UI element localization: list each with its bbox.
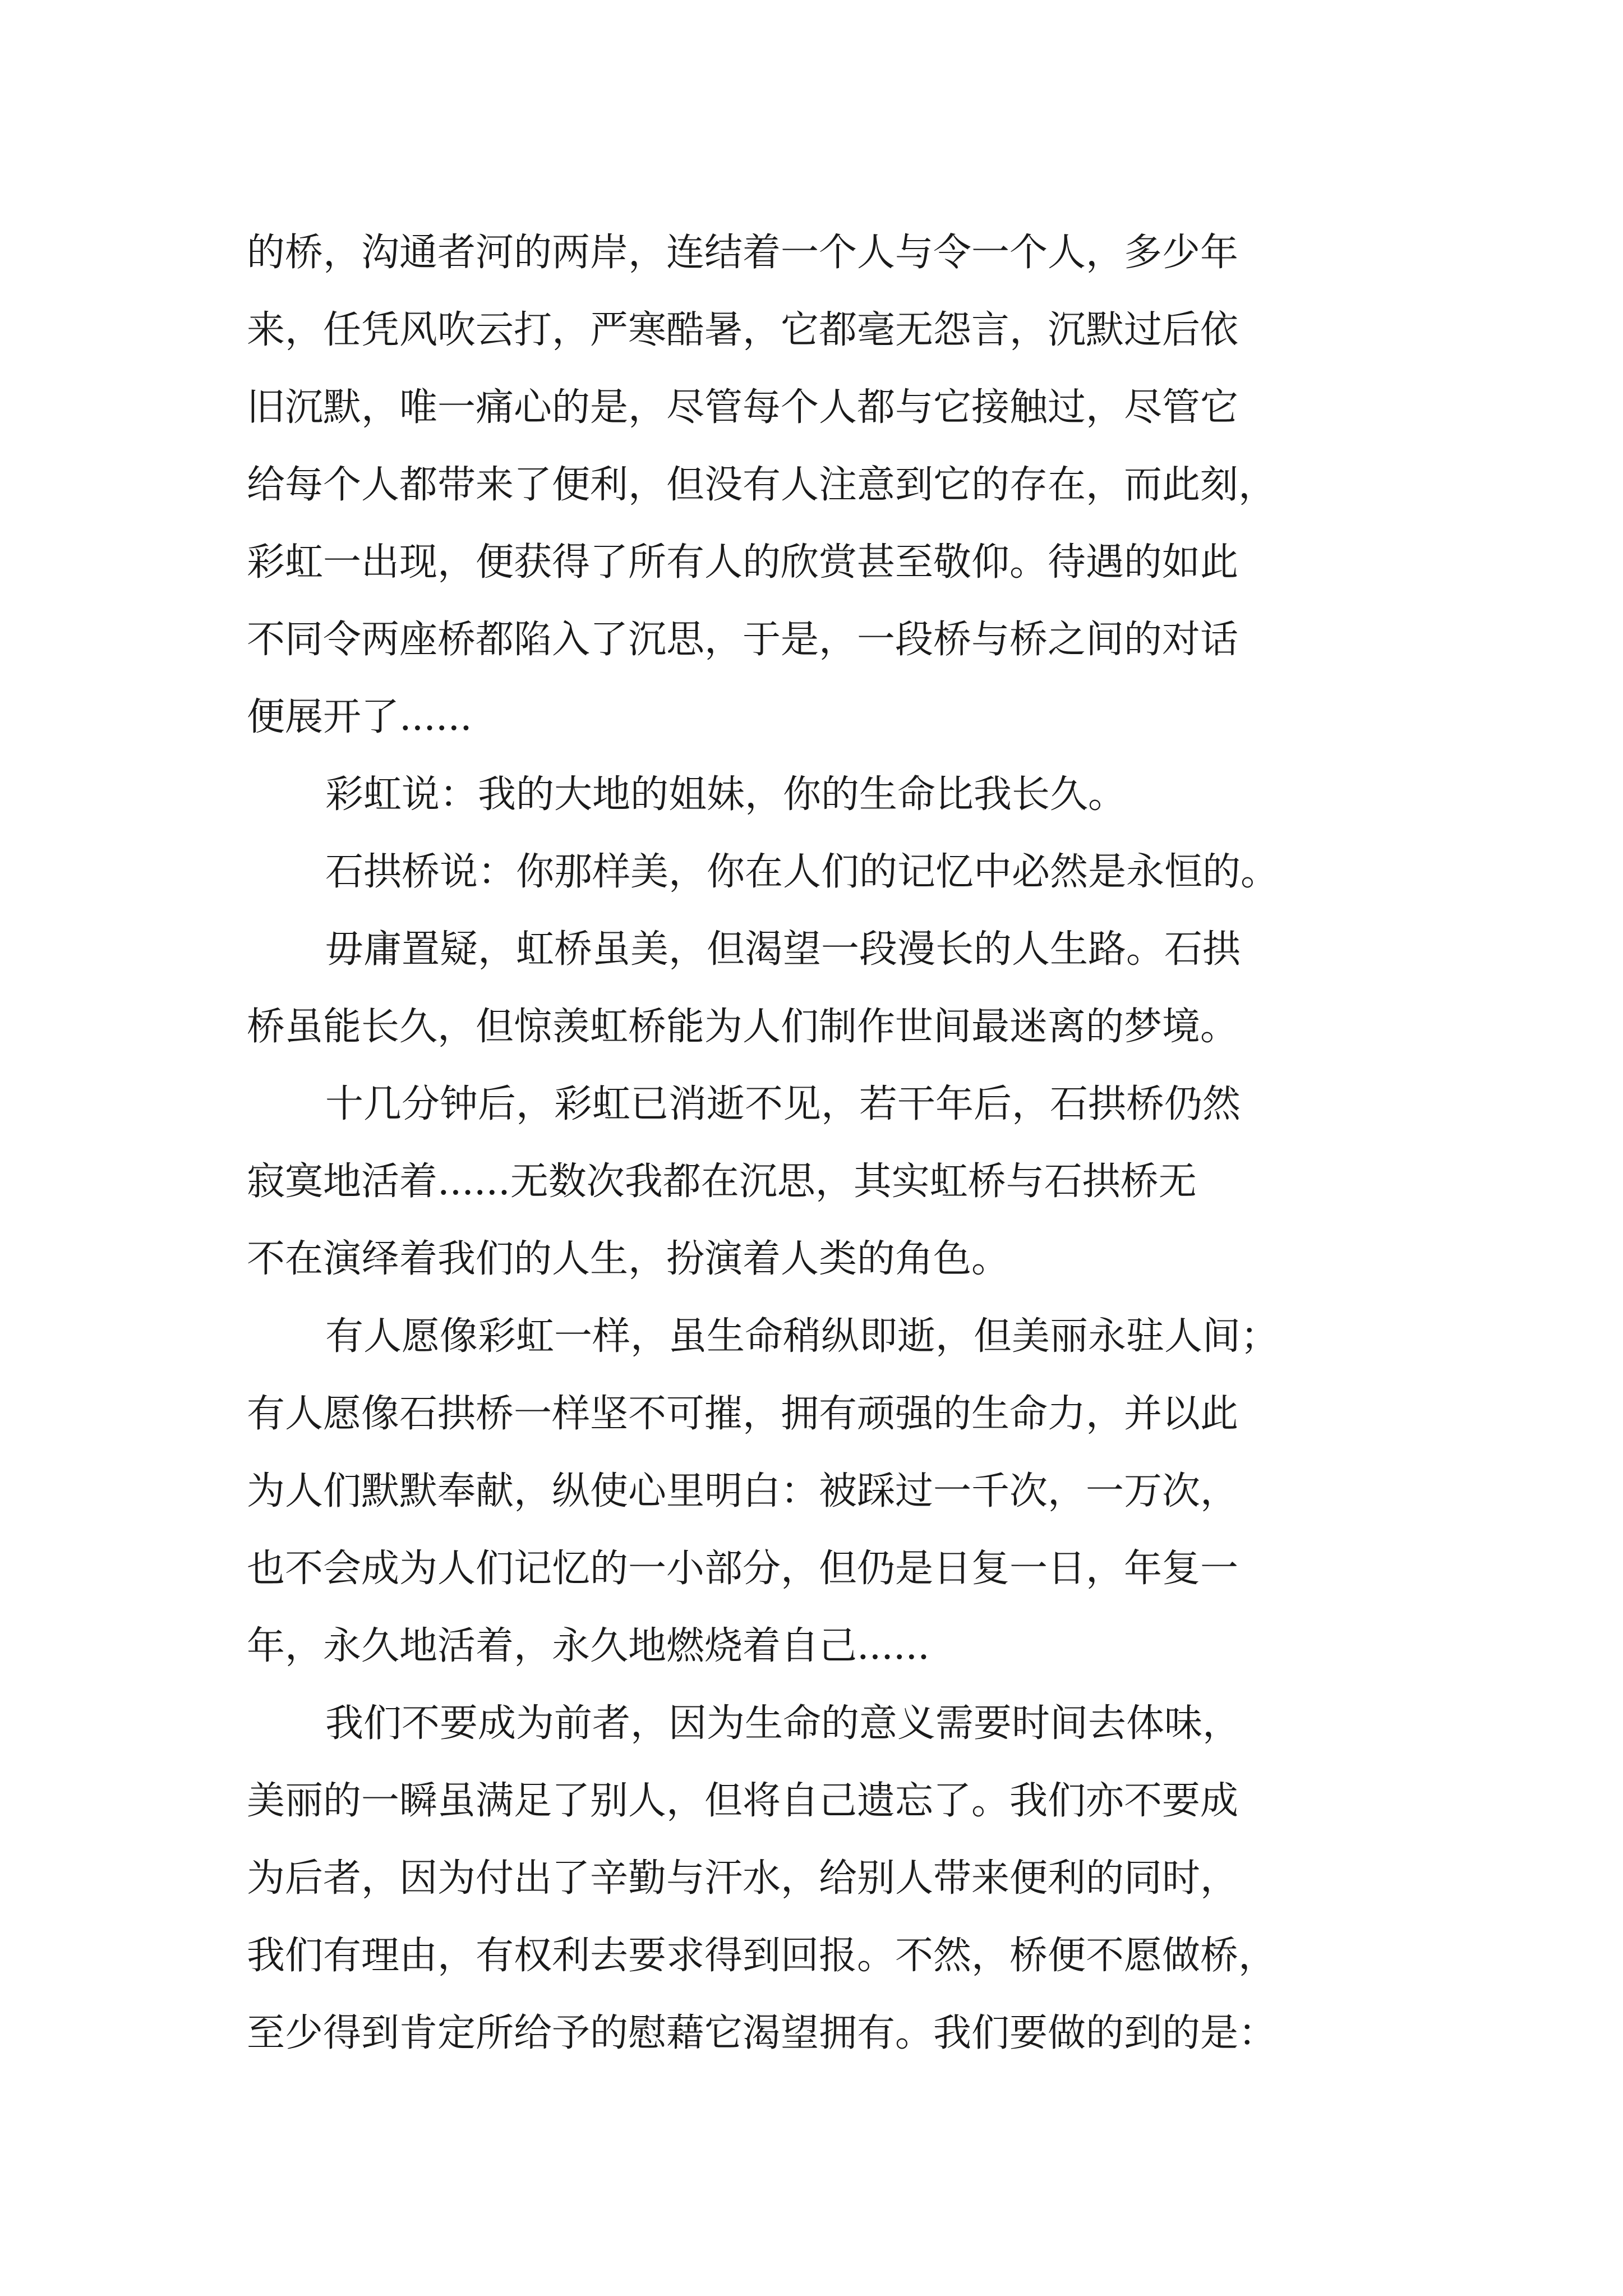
- text-line: 为人们默默奉献，纵使心里明白：被踩过一千次，一万次，: [247, 1469, 1239, 1513]
- paragraph-first-line: 有人愿像彩虹一样，虽生命稍纵即逝，但美丽永驻人间；: [325, 1314, 1279, 1359]
- text-line: 至少得到肯定所给予的慰藉它渴望拥有。我们要做的到的是：: [247, 2011, 1277, 2055]
- text-line: 美丽的一瞬虽满足了别人，但将自己遗忘了。我们亦不要成: [247, 1779, 1239, 1823]
- text-line: 给每个人都带来了便利，但没有人注意到它的存在，而此刻，: [247, 463, 1277, 507]
- text-line: 的桥，沟通者河的两岸，连结着一个人与令一个人，多少年: [247, 231, 1239, 275]
- paragraph-first-line: 毋庸置疑，虹桥虽美，但渴望一段漫长的人生路。石拱: [325, 927, 1241, 972]
- paragraph-first-line: 我们不要成为前者，因为生命的意义需要时间去体味，: [325, 1701, 1241, 1746]
- paragraph-first-line: 十几分钟后，彩虹已消逝不见，若干年后，石拱桥仍然: [325, 1082, 1241, 1126]
- text-line: 也不会成为人们记忆的一小部分，但仍是日复一日，年复一: [247, 1547, 1239, 1591]
- paragraph-first-line: 石拱桥说：你那样美，你在人们的记忆中必然是永恒的。: [325, 850, 1279, 894]
- paragraph-first-line: 彩虹说：我的大地的姐妹，你的生命比我长久。: [325, 772, 1127, 817]
- text-line: 寂寞地活着......无数次我都在沉思，其实虹桥与石拱桥无: [247, 1159, 1197, 1204]
- body-text: [247, 214, 1391, 2072]
- text-line: 为后者，因为付出了辛勤与汗水，给别人带来便利的同时，: [247, 1856, 1239, 1901]
- text-line: 有人愿像石拱桥一样坚不可摧，拥有顽强的生命力，并以此: [247, 1392, 1239, 1436]
- text-line: 桥虽能长久，但惊羡虹桥能为人们制作世间最迷离的梦境。: [247, 1005, 1239, 1049]
- text-line: 我们有理由，有权利去要求得到回报。不然，桥便不愿做桥，: [247, 1934, 1277, 1978]
- text-line: 旧沉默，唯一痛心的是，尽管每个人都与它接触过，尽管它: [247, 385, 1239, 430]
- text-line: 不在演绎着我们的人生，扮演着人类的角色。: [247, 1237, 1010, 1281]
- text-line: 年，永久地活着，永久地燃烧着自己......: [247, 1624, 930, 1668]
- text-line: 来，任凭风吹云打，严寒酷暑，它都毫无怨言，沉默过后依: [247, 308, 1239, 352]
- text-line: 彩虹一出现，便获得了所有人的欣赏甚至敬仰。待遇的如此: [247, 540, 1239, 585]
- text-line: 便展开了......: [247, 695, 472, 739]
- text-line: 不同令两座桥都陷入了沉思，于是，一段桥与桥之间的对话: [247, 618, 1239, 662]
